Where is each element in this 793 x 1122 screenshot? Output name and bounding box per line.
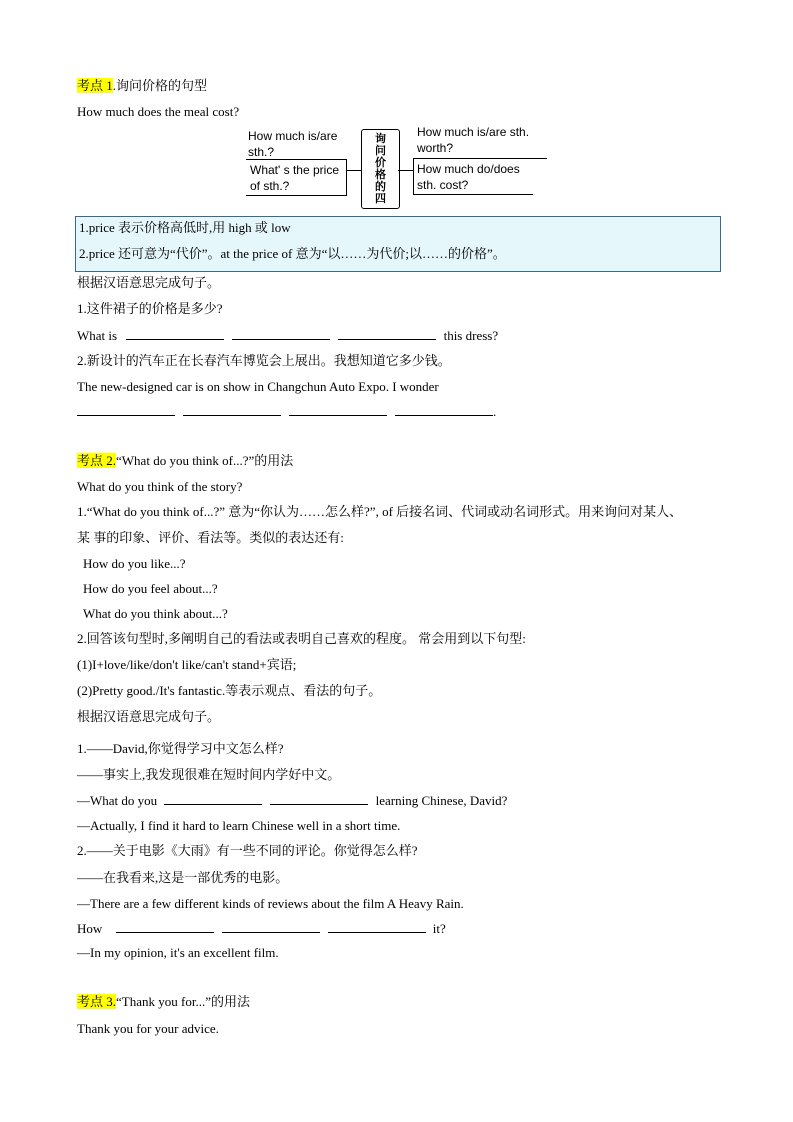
answer-blank[interactable] bbox=[77, 403, 175, 416]
answer-blank[interactable] bbox=[395, 403, 493, 416]
answer-blank[interactable] bbox=[222, 920, 320, 933]
diagram-left-bottom-1: What' s the price bbox=[250, 163, 339, 177]
section-2-q2-answer: —In my opinion, it's an excellent film. bbox=[77, 945, 279, 960]
section-1-heading bbox=[77, 77, 207, 95]
diagram-center-box: 询 问 价 格 的 四 bbox=[361, 129, 400, 209]
answer-blank[interactable] bbox=[164, 792, 262, 805]
section-2-tag: 考点 2. bbox=[77, 453, 117, 468]
section-1-example: How much does the meal cost? bbox=[77, 104, 240, 119]
section-3-title: “Thank you for...”的用法 bbox=[116, 994, 250, 1009]
section-2-q1-chinese-b: ——事实上,我发现很难在短时间内学好中文。 bbox=[77, 767, 341, 782]
answer-blank[interactable] bbox=[338, 327, 436, 340]
section-1-q2-blanks: . bbox=[77, 403, 496, 421]
answer-blank[interactable] bbox=[183, 403, 281, 416]
answer-blank[interactable] bbox=[270, 792, 368, 805]
diagram-left-top-1: How much is/are bbox=[248, 129, 338, 143]
section-2-pattern-1: (1)I+love/like/don't like/can't stand+宾语; bbox=[77, 657, 297, 672]
diagram-left-top-2: sth.? bbox=[248, 145, 275, 159]
section-2-instruction: 根据汉语意思完成句子。 bbox=[77, 709, 221, 724]
diagram-right-top-2: worth? bbox=[417, 141, 454, 155]
answer-blank[interactable] bbox=[289, 403, 387, 416]
section-3-heading bbox=[77, 993, 250, 1011]
section-3-example: Thank you for your advice. bbox=[77, 1021, 219, 1036]
section-2-q1-english: —What do you learning Chinese, David? bbox=[77, 793, 508, 808]
similar-expression-1: How do you like...? bbox=[83, 556, 186, 571]
section-1-q1-english: What is this dress? bbox=[77, 328, 499, 343]
section-1-instruction: 根据汉语意思完成句子。 bbox=[77, 275, 221, 290]
section-2-q1-chinese-a: 1.——David,你觉得学习中文怎么样? bbox=[77, 741, 284, 756]
diagram-right-top-1: How much is/are sth. bbox=[417, 125, 530, 139]
price-note-1: 1.price 表示价格高低时,用 high 或 low bbox=[79, 220, 291, 235]
section-2-q1-answer: —Actually, I find it hard to learn Chinese well in a short time. bbox=[77, 818, 401, 833]
diagram-right-bottom-1: How much do/does bbox=[417, 162, 520, 176]
section-2-example: What do you think of the story? bbox=[77, 479, 243, 494]
section-1-tag: 考点 1 bbox=[77, 78, 113, 93]
section-2-q2-chinese-b: ——在我看来,这是一部优秀的电影。 bbox=[77, 870, 289, 885]
section-2-q2-blanks: How it? bbox=[77, 921, 446, 936]
section-1-title: .询问价格的句型 bbox=[112, 78, 208, 93]
section-1-q1-chinese: 1.这件裙子的价格是多少? bbox=[77, 301, 223, 316]
section-2-pattern-2: (2)Pretty good./It's fantastic.等表示观点、看法的句子。 bbox=[77, 683, 382, 698]
section-2-point-1: 1.“What do you think of...?” 意为“你认为……怎么样?”, of 后接名词、代词或动名词形式。用来询问对某人、 bbox=[77, 504, 683, 519]
section-2-point-1-cont: 某 事的印象、评价、看法等。类似的表达还有: bbox=[77, 530, 344, 545]
section-2-heading bbox=[77, 452, 293, 470]
section-2-title: “What do you think of...?”的用法 bbox=[116, 453, 294, 468]
section-1-q2-chinese: 2.新设计的汽车正在长春汽车博览会上展出。我想知道它多少钱。 bbox=[77, 353, 451, 368]
section-2-q2-english: —There are a few different kinds of reviews about the film A Heavy Rain. bbox=[77, 896, 464, 911]
section-2-q2-chinese-a: 2.——关于电影《大雨》有一些不同的评论。你觉得怎么样? bbox=[77, 843, 418, 858]
diagram-right-bottom-2: sth. cost? bbox=[417, 178, 469, 192]
answer-blank[interactable] bbox=[126, 327, 224, 340]
price-note-2: 2.price 还可意为“代价”。at the price of 意为“以……为代价;以……的价格”。 bbox=[79, 246, 506, 261]
section-1-q2-english: The new-designed car is on show in Changchun Auto Expo. I wonder bbox=[77, 379, 439, 394]
section-2-point-2: 2.回答该句型时,多阐明自己的看法或表明自己喜欢的程度。 常会用到以下句型: bbox=[77, 631, 526, 646]
similar-expression-2: How do you feel about...? bbox=[83, 581, 218, 596]
diagram-left-bottom-2: of sth.? bbox=[250, 179, 290, 193]
price-note-box bbox=[75, 216, 721, 272]
answer-blank[interactable] bbox=[232, 327, 330, 340]
similar-expression-3: What do you think about...? bbox=[83, 606, 228, 621]
section-3-tag: 考点 3. bbox=[77, 994, 117, 1009]
answer-blank[interactable] bbox=[328, 920, 426, 933]
answer-blank[interactable] bbox=[116, 920, 214, 933]
